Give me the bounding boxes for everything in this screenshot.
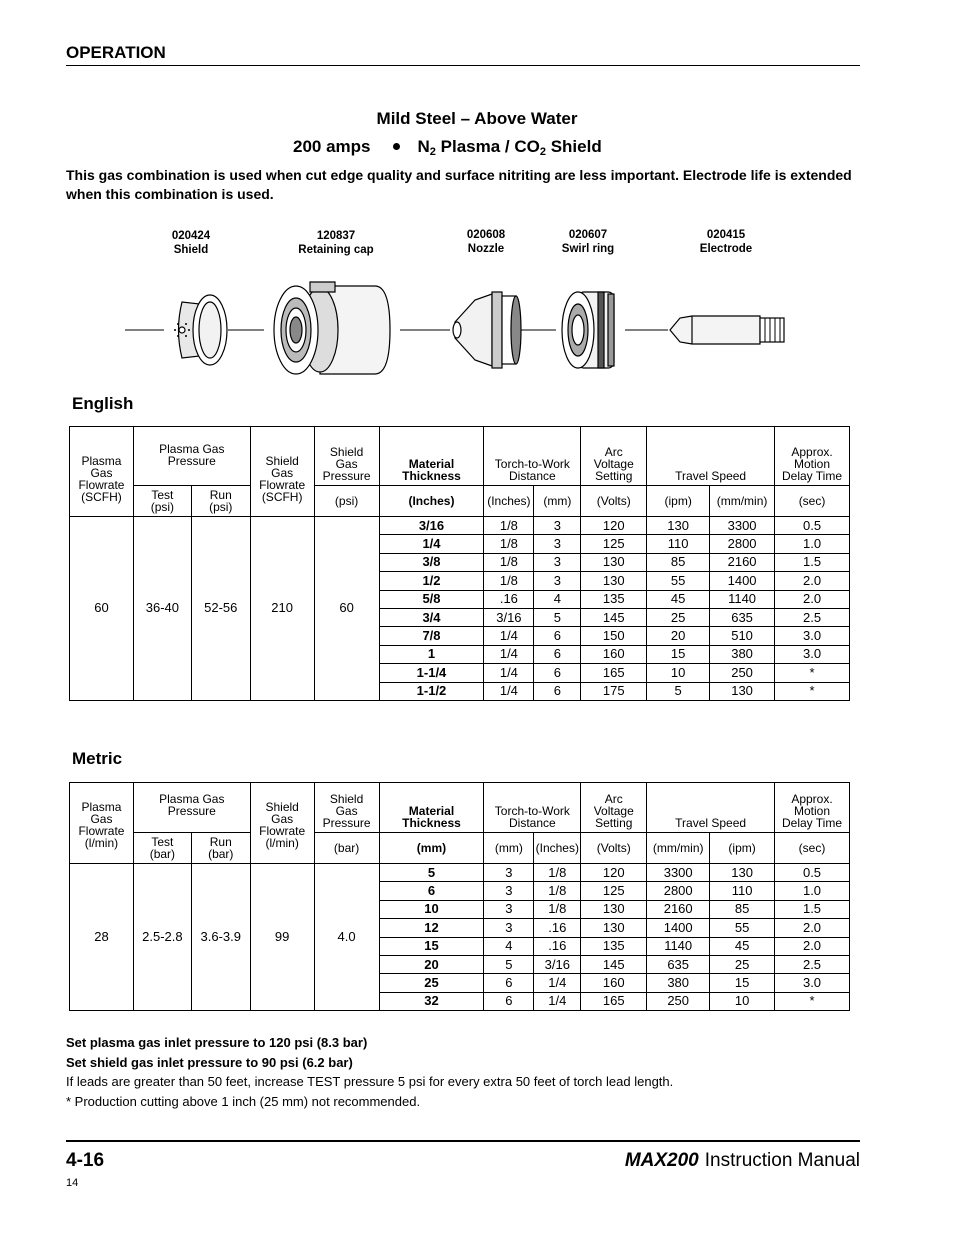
intro-paragraph: This gas combination is used when cut edge quality and surface nitriting are less important. Electrode life is extended when this combination is used. bbox=[66, 167, 852, 202]
col-shield-flowrate: Shield Gas Flowrate (SCFH) bbox=[250, 427, 314, 517]
table-cell: 15 bbox=[647, 645, 710, 663]
col-plasma-pressure: Plasma Gas Pressure bbox=[133, 427, 250, 486]
table-cell: 1-1/2 bbox=[379, 682, 484, 700]
section-header: OPERATION bbox=[66, 43, 166, 62]
col-torch-distance: Torch-to-Work Distance bbox=[484, 427, 581, 486]
note-production: * Production cutting above 1 inch (25 mm) not recommended. bbox=[66, 1093, 421, 1109]
col-plasma-flowrate: Plasma Gas Flowrate (l/min) bbox=[70, 783, 134, 864]
table-cell: 1.5 bbox=[775, 900, 850, 918]
note-plasma-pressure: Set plasma gas inlet pressure to 120 psi (8.3 bar) bbox=[66, 1035, 368, 1050]
table-cell: 130 bbox=[710, 682, 775, 700]
table-cell: 130 bbox=[581, 572, 647, 590]
cell-test: 2.5-2.8 bbox=[133, 864, 191, 1011]
table-cell: 3 bbox=[484, 919, 534, 937]
cell-plasma-flow: 28 bbox=[70, 864, 134, 1011]
col-shield-pressure: Shield Gas Pressure bbox=[314, 783, 379, 833]
cell-plasma-flow: 60 bbox=[70, 517, 134, 701]
table-cell: 3 bbox=[534, 572, 581, 590]
table-cell: 1.5 bbox=[775, 553, 850, 571]
table-cell: 250 bbox=[647, 992, 710, 1010]
table-cell: 45 bbox=[647, 590, 710, 608]
unit-delay: (sec) bbox=[775, 833, 850, 864]
table-cell: 3/16 bbox=[534, 955, 581, 973]
unit-distance-2: (mm) bbox=[534, 486, 581, 517]
col-material-thickness: Material Thickness bbox=[379, 783, 484, 833]
table-cell: 145 bbox=[581, 955, 647, 973]
col-arc-voltage: Arc Voltage Setting bbox=[581, 427, 647, 486]
table-cell: 1-1/4 bbox=[379, 664, 484, 682]
unit-material: (Inches) bbox=[379, 486, 484, 517]
page-title: Mild Steel – Above Water bbox=[376, 109, 578, 128]
col-material-thickness: Material Thickness bbox=[379, 427, 484, 486]
table-cell: 1/4 bbox=[484, 664, 534, 682]
table-cell: 25 bbox=[710, 955, 775, 973]
table-cell: 3.0 bbox=[775, 645, 850, 663]
col-plasma-flowrate: Plasma Gas Flowrate (SCFH) bbox=[70, 427, 134, 517]
table-cell: .16 bbox=[534, 937, 581, 955]
table-cell: 5 bbox=[379, 864, 484, 882]
table-cell: 7/8 bbox=[379, 627, 484, 645]
english-heading: English bbox=[72, 394, 134, 413]
amps-label: 200 amps bbox=[293, 137, 371, 156]
table-cell: 10 bbox=[710, 992, 775, 1010]
part-label-electrode: 020415 Electrode bbox=[699, 229, 753, 255]
table-cell: 3300 bbox=[647, 864, 710, 882]
table-cell: 2.0 bbox=[775, 572, 850, 590]
note-shield-pressure: Set shield gas inlet pressure to 90 psi (6.2 bar) bbox=[66, 1054, 353, 1070]
english-table bbox=[69, 426, 850, 701]
table-cell: 130 bbox=[581, 553, 647, 571]
table-cell: 510 bbox=[710, 627, 775, 645]
table-cell: 120 bbox=[581, 864, 647, 882]
table-cell: 380 bbox=[647, 974, 710, 992]
table-cell: 2160 bbox=[647, 900, 710, 918]
table-cell: 175 bbox=[581, 682, 647, 700]
notes bbox=[66, 1033, 673, 1111]
table-cell: 135 bbox=[581, 937, 647, 955]
cell-run: 52-56 bbox=[191, 517, 250, 701]
consumables-illustration bbox=[120, 272, 800, 382]
table-cell: 32 bbox=[379, 992, 484, 1010]
table-cell: 0.5 bbox=[775, 517, 850, 535]
unit-distance-1: (Inches) bbox=[484, 486, 534, 517]
col-run: Run (psi) bbox=[191, 486, 250, 517]
col-test: Test (psi) bbox=[133, 486, 191, 517]
table-cell: 1/4 bbox=[534, 974, 581, 992]
table-cell: 3 bbox=[484, 900, 534, 918]
col-delay-time: Approx. Motion Delay Time bbox=[775, 427, 850, 486]
table-cell: .16 bbox=[484, 590, 534, 608]
table-cell: 2.5 bbox=[775, 955, 850, 973]
col-torch-distance: Torch-to-Work Distance bbox=[484, 783, 581, 833]
model-name: MAX200 bbox=[624, 1150, 699, 1171]
swirl-ring-icon bbox=[562, 292, 614, 368]
table-cell: 5/8 bbox=[379, 590, 484, 608]
bullet-icon bbox=[393, 143, 400, 150]
cell-shield-flow: 99 bbox=[250, 864, 314, 1011]
table-cell: 6 bbox=[534, 645, 581, 663]
unit-delay: (sec) bbox=[775, 486, 850, 517]
table-cell: 6 bbox=[484, 974, 534, 992]
col-test: Test (bar) bbox=[133, 833, 191, 864]
table-cell: 10 bbox=[647, 664, 710, 682]
metric-table-body bbox=[70, 864, 850, 1011]
table-cell: 150 bbox=[581, 627, 647, 645]
note-lead-length: If leads are greater than 50 feet, increase TEST pressure 5 psi for every extra 50 feet of torch lead length. bbox=[66, 1074, 674, 1089]
table-cell: 1/4 bbox=[484, 627, 534, 645]
unit-travel-1: (ipm) bbox=[647, 486, 710, 517]
table-cell: .16 bbox=[534, 919, 581, 937]
table-cell: 2800 bbox=[710, 535, 775, 553]
table-cell: 1/8 bbox=[534, 900, 581, 918]
metric-heading: Metric bbox=[72, 749, 123, 768]
table-cell: 25 bbox=[647, 608, 710, 626]
table-cell: 3.0 bbox=[775, 627, 850, 645]
table-cell: 6 bbox=[379, 882, 484, 900]
unit-shield-pressure: (bar) bbox=[314, 833, 379, 864]
retaining-cap-icon bbox=[274, 282, 390, 374]
table-cell: 130 bbox=[581, 900, 647, 918]
table-cell: 1/8 bbox=[484, 517, 534, 535]
part-label-retaining-cap: 120837 Retaining cap bbox=[298, 230, 374, 256]
table-cell: 250 bbox=[710, 664, 775, 682]
table-cell: 125 bbox=[581, 882, 647, 900]
unit-arc: (Volts) bbox=[581, 486, 647, 517]
shield-part-icon bbox=[174, 295, 227, 365]
table-cell: 20 bbox=[647, 627, 710, 645]
gas-label: $N_2$ Plasma / $CO_2$ Shield bbox=[417, 137, 602, 158]
cell-shield-pressure: 60 bbox=[314, 517, 379, 701]
table-cell: 55 bbox=[710, 919, 775, 937]
col-delay-time: Approx. Motion Delay Time bbox=[775, 783, 850, 833]
table-cell: 3 bbox=[484, 882, 534, 900]
electrode-icon bbox=[670, 316, 784, 344]
table-cell: 85 bbox=[710, 900, 775, 918]
table-cell: 10 bbox=[379, 900, 484, 918]
table-cell: 145 bbox=[581, 608, 647, 626]
part-label-swirl-ring: 020607 Swirl ring bbox=[561, 229, 615, 255]
table-cell: 3 bbox=[534, 517, 581, 535]
cell-test: 36-40 bbox=[133, 517, 191, 701]
col-shield-flowrate: Shield Gas Flowrate (l/min) bbox=[250, 783, 314, 864]
footer-rule bbox=[66, 1140, 860, 1142]
col-run: Run (bar) bbox=[191, 833, 250, 864]
table-cell: 110 bbox=[710, 882, 775, 900]
table-cell: 130 bbox=[581, 919, 647, 937]
col-shield-pressure: Shield Gas Pressure bbox=[314, 427, 379, 486]
cell-shield-pressure: 4.0 bbox=[314, 864, 379, 1011]
table-cell: * bbox=[775, 664, 850, 682]
col-travel-speed: Travel Speed bbox=[647, 783, 775, 833]
table-cell: 6 bbox=[534, 664, 581, 682]
table-cell: 110 bbox=[647, 535, 710, 553]
cell-shield-flow: 210 bbox=[250, 517, 314, 701]
page-number: 4-16 bbox=[66, 1150, 105, 1171]
table-cell: 2.0 bbox=[775, 919, 850, 937]
table-cell: 130 bbox=[710, 864, 775, 882]
unit-distance-2: (Inches) bbox=[534, 833, 581, 864]
table-cell: 3 bbox=[534, 553, 581, 571]
table-cell: 160 bbox=[581, 645, 647, 663]
table-cell: 1.0 bbox=[775, 882, 850, 900]
table-cell: 1/8 bbox=[484, 535, 534, 553]
manual-title bbox=[625, 1150, 860, 1172]
unit-travel-2: (mm/min) bbox=[710, 486, 775, 517]
table-cell: * bbox=[775, 992, 850, 1010]
metric-table bbox=[69, 782, 850, 1011]
table-cell: 6 bbox=[484, 992, 534, 1010]
table-cell: 1140 bbox=[710, 590, 775, 608]
table-cell: 635 bbox=[710, 608, 775, 626]
table-cell: 1/2 bbox=[379, 572, 484, 590]
english-table-body bbox=[70, 517, 850, 701]
col-arc-voltage: Arc Voltage Setting bbox=[581, 783, 647, 833]
table-cell: * bbox=[775, 682, 850, 700]
table-cell: 1/4 bbox=[484, 645, 534, 663]
table-cell: 1140 bbox=[647, 937, 710, 955]
table-cell: 1400 bbox=[647, 919, 710, 937]
table-cell: 15 bbox=[710, 974, 775, 992]
table-row bbox=[70, 517, 850, 535]
table-cell: 3300 bbox=[710, 517, 775, 535]
table-cell: 6 bbox=[534, 627, 581, 645]
table-row bbox=[70, 864, 850, 882]
table-cell: 2.0 bbox=[775, 937, 850, 955]
table-cell: 2.5 bbox=[775, 608, 850, 626]
table-cell: 380 bbox=[710, 645, 775, 663]
table-cell: 1/4 bbox=[379, 535, 484, 553]
table-cell: 135 bbox=[581, 590, 647, 608]
header-rule bbox=[66, 65, 860, 66]
table-cell: 3/8 bbox=[379, 553, 484, 571]
table-cell: 85 bbox=[647, 553, 710, 571]
table-cell: 125 bbox=[581, 535, 647, 553]
cell-run: 3.6-3.9 bbox=[191, 864, 250, 1011]
table-cell: 3/4 bbox=[379, 608, 484, 626]
table-cell: 6 bbox=[534, 682, 581, 700]
table-cell: 4 bbox=[484, 937, 534, 955]
table-cell: 0.5 bbox=[775, 864, 850, 882]
table-cell: 1.0 bbox=[775, 535, 850, 553]
table-cell: 2.0 bbox=[775, 590, 850, 608]
table-cell: 20 bbox=[379, 955, 484, 973]
table-cell: 3 bbox=[534, 535, 581, 553]
unit-arc: (Volts) bbox=[581, 833, 647, 864]
table-cell: 1/8 bbox=[534, 882, 581, 900]
table-cell: 3/16 bbox=[379, 517, 484, 535]
part-label-shield: 020424 Shield bbox=[171, 230, 211, 256]
unit-travel-1: (mm/min) bbox=[647, 833, 710, 864]
table-cell: 2800 bbox=[647, 882, 710, 900]
table-cell: 120 bbox=[581, 517, 647, 535]
unit-travel-2: (ipm) bbox=[710, 833, 775, 864]
table-cell: 1 bbox=[379, 645, 484, 663]
table-cell: 55 bbox=[647, 572, 710, 590]
table-cell: 130 bbox=[647, 517, 710, 535]
table-cell: 5 bbox=[484, 955, 534, 973]
table-cell: 1/4 bbox=[534, 992, 581, 1010]
table-cell: 1400 bbox=[710, 572, 775, 590]
sheet-number: 14 bbox=[66, 1177, 79, 1189]
table-cell: 635 bbox=[647, 955, 710, 973]
table-cell: 4 bbox=[534, 590, 581, 608]
part-label-nozzle: 020608 Nozzle bbox=[466, 229, 506, 255]
table-cell: 1/8 bbox=[484, 553, 534, 571]
table-cell: 1/4 bbox=[484, 682, 534, 700]
table-cell: 3 bbox=[484, 864, 534, 882]
table-cell: 165 bbox=[581, 992, 647, 1010]
table-cell: 3/16 bbox=[484, 608, 534, 626]
unit-shield-pressure: (psi) bbox=[314, 486, 379, 517]
table-cell: 15 bbox=[379, 937, 484, 955]
table-cell: 5 bbox=[647, 682, 710, 700]
table-cell: 160 bbox=[581, 974, 647, 992]
col-plasma-pressure: Plasma Gas Pressure bbox=[133, 783, 250, 833]
table-cell: 3.0 bbox=[775, 974, 850, 992]
col-travel-speed: Travel Speed bbox=[647, 427, 775, 486]
table-cell: 25 bbox=[379, 974, 484, 992]
unit-material: (mm) bbox=[379, 833, 484, 864]
table-cell: 2160 bbox=[710, 553, 775, 571]
unit-distance-1: (mm) bbox=[484, 833, 534, 864]
nozzle-icon bbox=[453, 292, 521, 368]
table-cell: 12 bbox=[379, 919, 484, 937]
manual-label: Instruction Manual bbox=[704, 1150, 860, 1171]
table-cell: 5 bbox=[534, 608, 581, 626]
table-cell: 1/8 bbox=[534, 864, 581, 882]
table-cell: 1/8 bbox=[484, 572, 534, 590]
table-cell: 165 bbox=[581, 664, 647, 682]
table-cell: 45 bbox=[710, 937, 775, 955]
page-subtitle bbox=[293, 137, 602, 158]
